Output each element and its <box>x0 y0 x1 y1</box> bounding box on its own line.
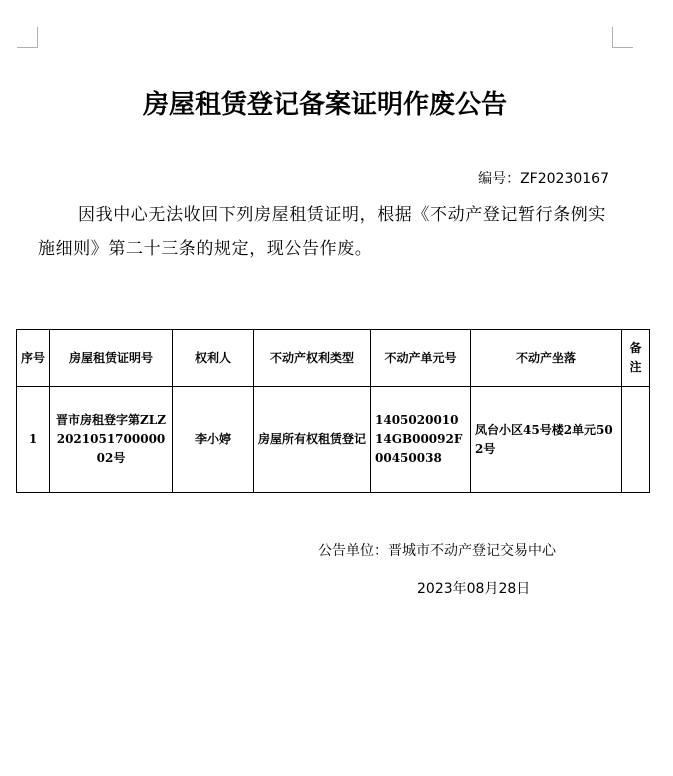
cell-holder: 李小婷 <box>173 387 254 493</box>
document-title: 房屋租赁登记备案证明作废公告 <box>142 90 507 120</box>
cell-seq: 1 <box>17 387 50 493</box>
cell-cert-no: 晋市房租登字第ZLZ202105170000002号 <box>50 387 173 493</box>
header-right-type: 不动产权利类型 <box>254 330 371 387</box>
announcing-unit: 公告单位：晋城市不动产登记交易中心 <box>318 543 556 559</box>
header-seq: 序号 <box>17 330 50 387</box>
header-cert-no: 房屋租赁证明号 <box>50 330 173 387</box>
cell-remark <box>622 387 650 493</box>
header-unit-no: 不动产单元号 <box>371 330 471 387</box>
header-remark: 备注 <box>622 330 650 387</box>
table-row <box>17 387 650 493</box>
page-corner-mark-top-left <box>17 27 38 48</box>
announcement-body: 因我中心无法收回下列房屋租赁证明，根据《不动产登记暂行条例实施细则》第二十三条的规定，现公告作废。 <box>38 205 606 259</box>
cell-right-type: 房屋所有权租赁登记 <box>254 387 371 493</box>
page-corner-mark-top-right <box>612 27 633 48</box>
table-header-row <box>17 330 650 387</box>
header-holder: 权利人 <box>173 330 254 387</box>
certificate-table <box>16 329 650 493</box>
cell-location: 凤台小区45号楼2单元502号 <box>471 387 622 493</box>
document-number: 编号：ZF20230167 <box>478 171 609 187</box>
cell-unit-no: 140502001014GB00092F00450038 <box>371 387 471 493</box>
announcement-date: 2023年08月28日 <box>417 581 531 597</box>
header-location: 不动产坐落 <box>471 330 622 387</box>
